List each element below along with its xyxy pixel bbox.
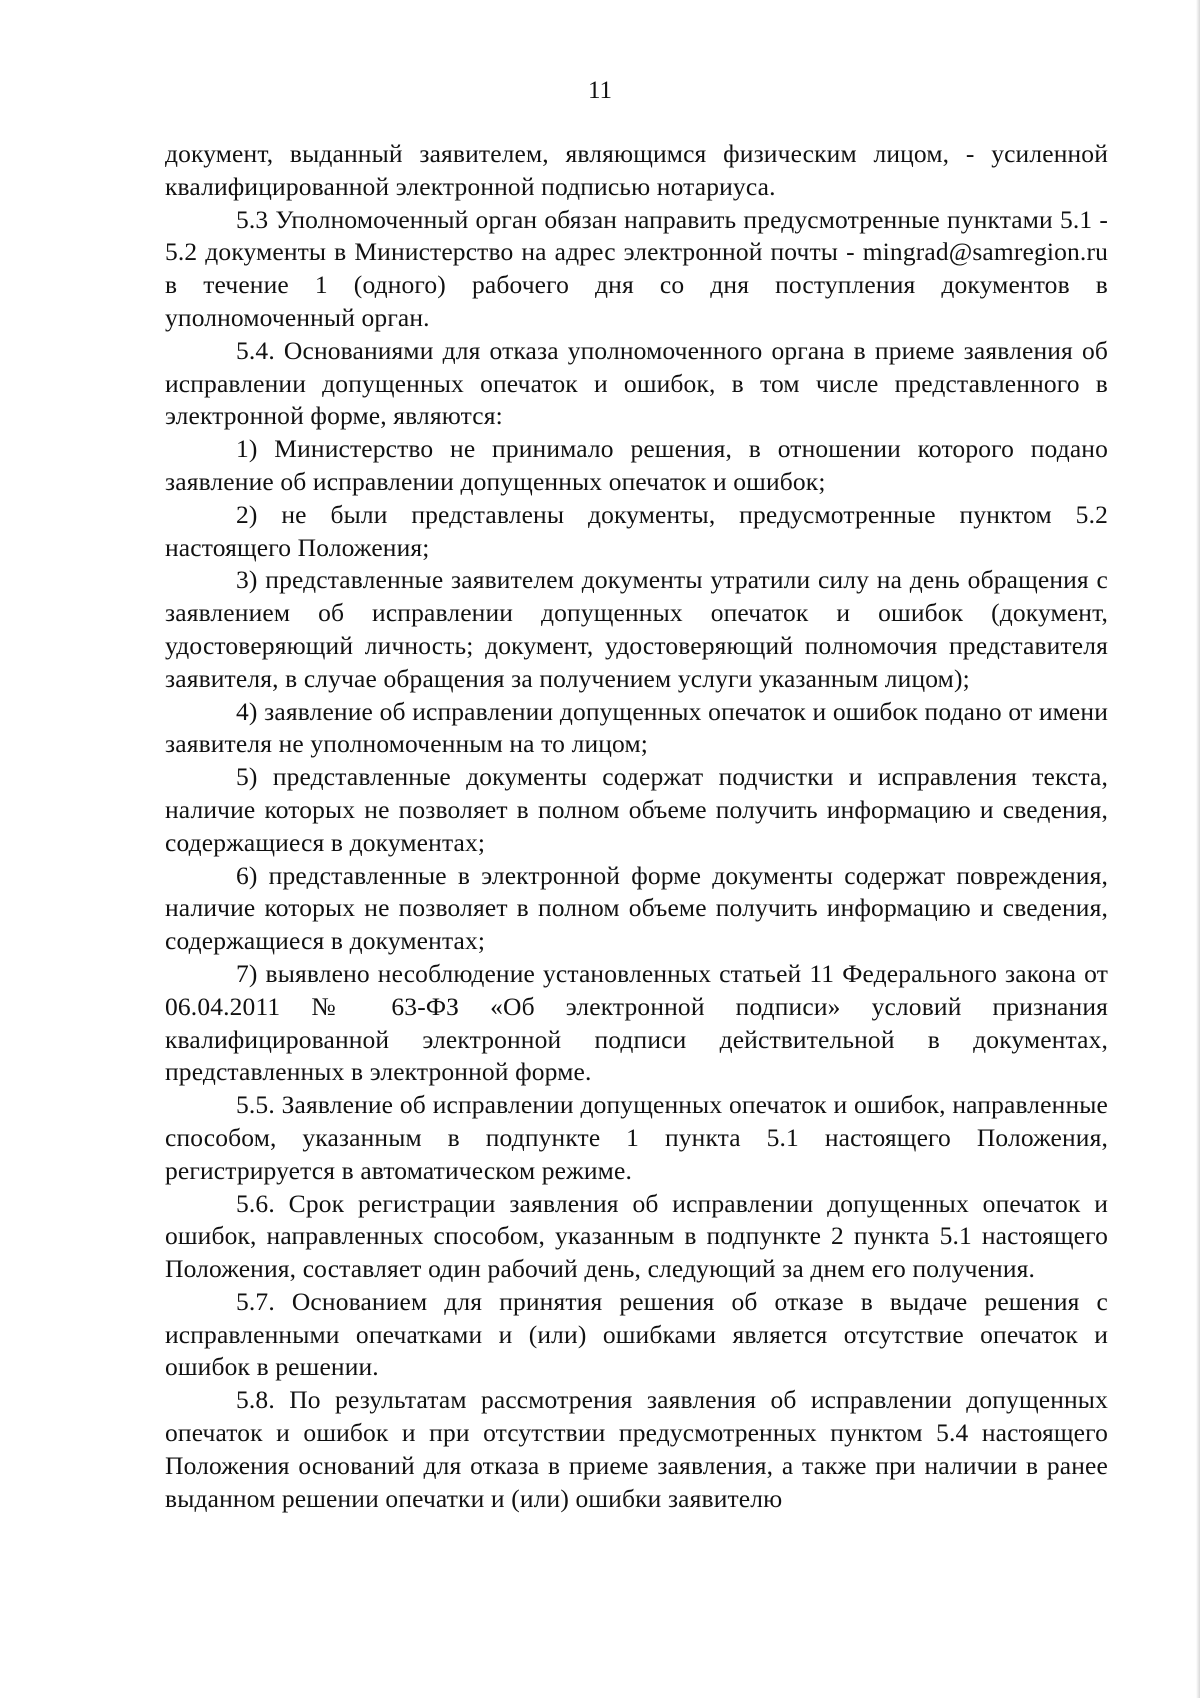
paragraph-continuation: документ, выданный заявителем, являющимся физическим лицом, - усиленной квалифицированной электронной подписью нотариуса. (165, 139, 1108, 201)
list-item-4: 4) заявление об исправлении допущенных опечаток и ошибок подано от имени заявителя не уполномоченным на то лицом; (165, 696, 1108, 759)
paragraph-5-3: 5.3 Уполномоченный орган обязан направить предусмотренные пунктами 5.1 - 5.2 документы в Министерство на адрес электронной почты - mingrad@samregion.ru в течение 1 (одного) рабочего дня со дня поступления документов в уполномоченный орган. (165, 204, 1108, 332)
list-item-5: 5) представленные документы содержат подчистки и исправления текста, наличие которых не позволяет в полном объеме получить информацию и сведения, содержащиеся в документах; (165, 762, 1108, 857)
page-number: 11 (587, 77, 613, 104)
paragraph-5-6: 5.6. Срок регистрации заявления об исправлении допущенных опечаток и ошибок, направленных способом, указанным в подпункте 2 пункта 5.1 настоящего Положения, составляет один рабочий день, следующий за днем его получения. (165, 1188, 1108, 1284)
paragraph-5-8: 5.8. По результатам рассмотрения заявления об исправлении допущенных опечаток и ошибок и при отсутствии предусмотренных пунктом 5.4 настоящего Положения оснований для отказа в приеме заявления, а также при наличии в ранее выданном решении опечатки и (или) ошибки заявителю (165, 1385, 1108, 1513)
list-item-2: 2) не были представлены документы, предусмотренные пунктом 5.2 настоящего Положения; (165, 499, 1108, 562)
scan-edge-shadow (1196, 0, 1200, 1698)
list-item-6: 6) представленные в электронной форме документы содержат повреждения, наличие которых не позволяет в полном объеме получить информацию и сведения, содержащиеся в документах; (165, 860, 1108, 956)
list-item-7: 7) выявлено несоблюдение установленных статьей 11 Федерального закона от 06.04.2011 № 63-ФЗ «Об электронной подписи» условий признания квалифицированной электронной подписи действительной в документах, представленных в электронной форме. (165, 958, 1108, 1087)
list-item-1: 1) Министерство не принимало решения, в отношении которого подано заявление об исправлении допущенных опечаток и ошибок; (165, 434, 1108, 496)
document-body (165, 138, 1108, 1515)
paragraph-5-5: 5.5. Заявление об исправлении допущенных опечаток и ошибок, направленные способом, указанным в подпункте 1 пункта 5.1 настоящего Положения, регистрируется в автоматическом режиме. (165, 1090, 1108, 1185)
paragraph-5-4: 5.4. Основаниями для отказа уполномоченного органа в приеме заявления об исправлении допущенных опечаток и ошибок, в том числе представленного в электронной форме, являются: (165, 335, 1108, 431)
paragraph-5-7: 5.7. Основанием для принятия решения об отказе в выдаче решения с исправленными опечатками и (или) ошибками является отсутствие опечаток и ошибок в решении. (165, 1286, 1108, 1382)
list-item-3: 3) представленные заявителем документы утратили силу на день обращения с заявлением об исправлении допущенных опечаток и ошибок (документ, удостоверяющий личность; документ, удостоверяющий полномочия представителя заявителя, в случае обращения за получением услуги указанным лицом); (165, 565, 1108, 693)
